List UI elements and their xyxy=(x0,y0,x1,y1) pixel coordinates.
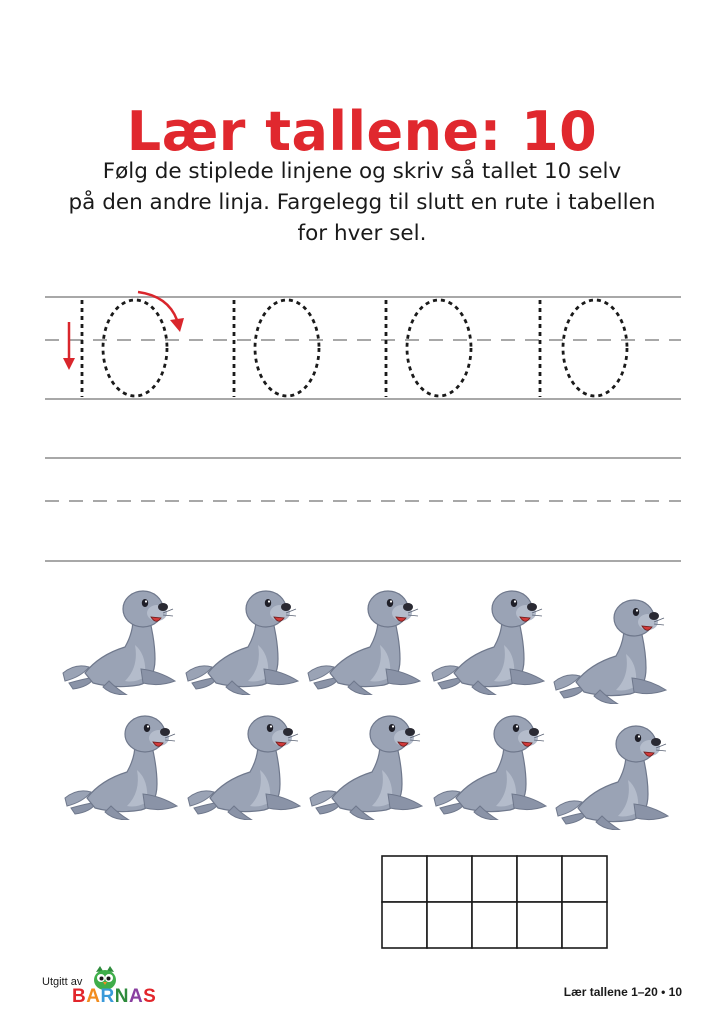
ten-frame-cell[interactable] xyxy=(427,902,472,948)
trace-digit-4 xyxy=(540,300,627,397)
ten-frame-cell[interactable] xyxy=(472,902,517,948)
writing-practice xyxy=(0,280,724,580)
seal-icon xyxy=(57,710,185,820)
ten-frame-cell[interactable] xyxy=(427,856,472,902)
trace-digit-1 xyxy=(82,300,167,397)
seal-icon xyxy=(55,585,183,695)
ten-frame-cell[interactable] xyxy=(517,902,562,948)
writing-row-guides xyxy=(45,458,681,561)
seal-icon xyxy=(178,585,306,695)
ten-frame-grid xyxy=(381,855,609,949)
brand-letter: A xyxy=(86,986,101,1007)
ten-frame-cell[interactable] xyxy=(517,856,562,902)
seal-icon xyxy=(546,594,674,704)
page-label: Lær tallene 1–20 • 10 xyxy=(563,985,682,999)
ten-frame-cell[interactable] xyxy=(382,902,427,948)
seal-icon xyxy=(180,710,308,820)
instructions-line-3: for hver sel. xyxy=(297,221,427,246)
trace-zero-stroke xyxy=(255,300,319,396)
page-title: Lær tallene: 10 xyxy=(126,100,598,164)
brand-name xyxy=(72,986,156,1008)
instructions-line-1: Følg de stiplede linjene og skriv så tallet 10 selv xyxy=(102,159,622,184)
trace-digit-3 xyxy=(386,300,471,397)
trace-zero-stroke xyxy=(103,300,167,396)
down-arrow-icon xyxy=(63,322,75,370)
trace-digit-2 xyxy=(234,300,319,397)
seal-icon xyxy=(300,585,428,695)
publisher-prefix: Utgitt av xyxy=(42,976,83,988)
seal-illustrations xyxy=(0,580,724,830)
ten-frame-cell[interactable] xyxy=(382,856,427,902)
seal-icon xyxy=(426,710,554,820)
ten-frame-cell[interactable] xyxy=(562,856,607,902)
trace-row-guides xyxy=(45,297,681,399)
seal-icon xyxy=(548,720,676,830)
brand-letter: S xyxy=(143,986,157,1007)
ten-frame-cell[interactable] xyxy=(472,856,517,902)
instructions xyxy=(30,156,694,249)
seal-icon xyxy=(424,585,552,695)
brand-letter: R xyxy=(100,986,115,1007)
publisher-logo xyxy=(42,966,172,1010)
ten-frame-cell[interactable] xyxy=(562,902,607,948)
seal-icon xyxy=(302,710,430,820)
brand-letter: A xyxy=(128,986,144,1007)
instructions-line-2: på den andre linja. Fargelegg til slutt en rute i tabellen xyxy=(68,190,656,215)
brand-letter: N xyxy=(114,986,129,1007)
trace-zero-stroke xyxy=(407,300,471,396)
brand-letter: B xyxy=(72,986,87,1007)
trace-zero-stroke xyxy=(563,300,627,396)
